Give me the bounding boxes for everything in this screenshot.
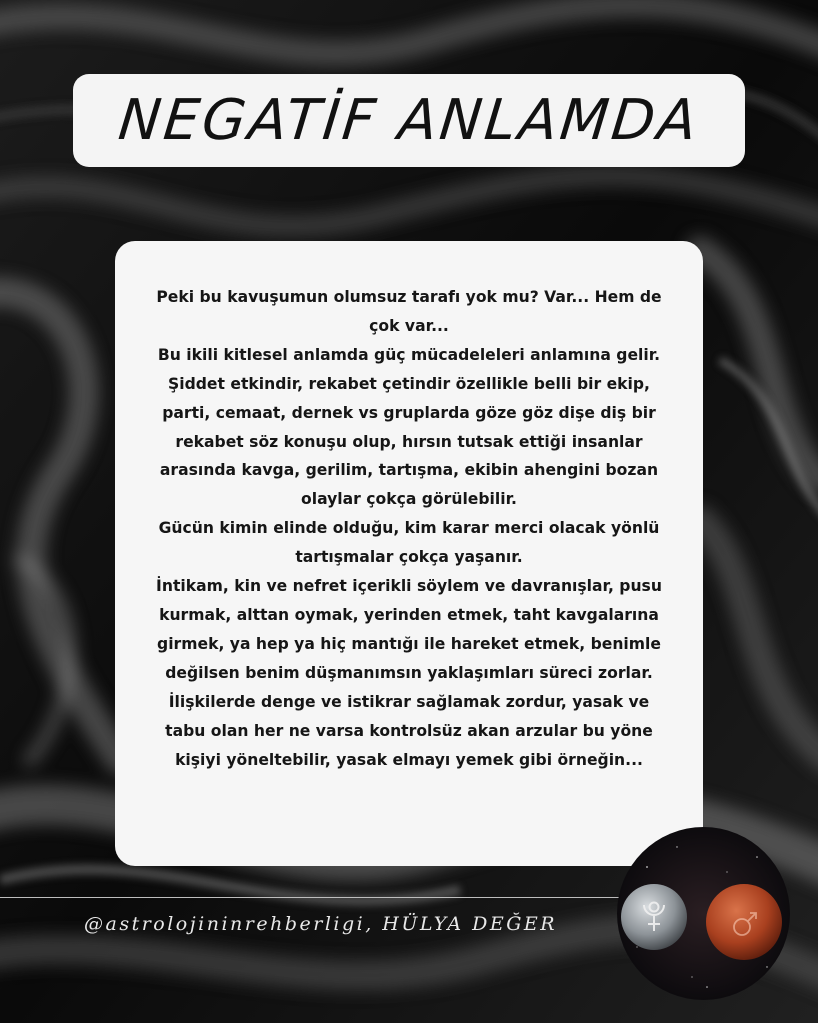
paragraph-5: İlişkilerde denge ve istikrar sağlamak zordur, yasak ve tabu olan her ne varsa kontrolsüz akan arzular bu yöne kişiyi yöneltebilir, yasak elmayı yemek gibi örneğin... xyxy=(165,692,653,769)
footer-credit: @astrolojininrehberligi, HÜLYA DEĞER xyxy=(84,913,558,935)
mars-planet xyxy=(706,884,782,960)
content-card xyxy=(115,241,703,866)
planets-image xyxy=(617,827,790,1000)
title-banner xyxy=(73,74,745,167)
paragraph-1: Peki bu kavuşumun olumsuz tarafı yok mu? Var... Hem de çok var... xyxy=(156,288,662,335)
paragraph-2: Bu ikili kitlesel anlamda güç mücadeleleri anlamına gelir. Şiddet etkindir, rekabet çetindir özellikle belli bir ekip, parti, cemaat, dernek vs gruplarda göze göz dişe diş bir rekabet söz konuşu olup, hırsın tutsak ettiği insanlar arasında kavga, gerilim, tartışma, ekibin ahengini bozan olaylar çokça görülebilir. xyxy=(157,345,661,509)
page-title: NEGATİF ANLAMDA xyxy=(115,88,703,153)
paragraph-4: İntikam, kin ve nefret içerikli söylem ve davranışlar, pusu kurmak, alttan oymak, yerinden etmek, taht kavgalarına girmek, ya hep ya hiç mantığı ile hareket etmek, benimle değilsen benim düşmanımsın yaklaşımları süreci zorlar. xyxy=(156,577,662,682)
paragraph-3: Gücün kimin elinde olduğu, kim karar merci olacak yönlü tartışmalar çokça yaşanır. xyxy=(158,519,660,567)
footer-divider xyxy=(0,897,660,898)
